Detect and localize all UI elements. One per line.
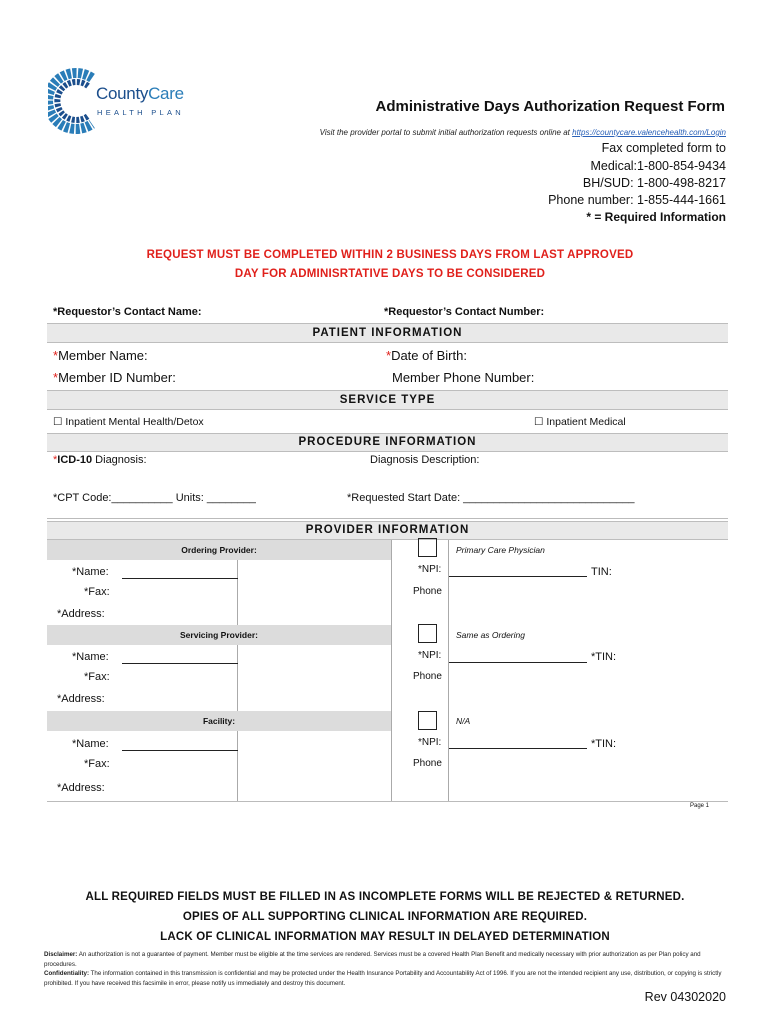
- ordering-npi-label: *NPI:: [418, 564, 442, 575]
- table-divider: [237, 540, 238, 802]
- ordering-address-label: *Address:: [57, 608, 105, 620]
- alert-line-2: DAY FOR ADMINISRTATIVE DAYS TO BE CONSIDERED: [234, 268, 546, 280]
- logo-subtitle: HEALTH PLAN: [97, 108, 185, 117]
- footer-line-3: LACK OF CLINICAL INFORMATION MAY RESULT IN DELAYED DETERMINATION: [160, 931, 610, 943]
- requestor-name-label: *Requestor’s Contact Name:: [53, 306, 202, 318]
- facility-fax-label: *Fax:: [84, 758, 110, 770]
- disclaimer: Disclaimer: An authorization is not a guarantee of payment. Member must be eligible at the time services are rendered. Services must be a covered Health Plan Benefit and medically necessary with prior authorization as per Plan policy and procedures.: [44, 951, 701, 968]
- same-as-ordering-checkbox[interactable]: [418, 624, 437, 643]
- checkbox-icon[interactable]: ☐: [53, 416, 63, 428]
- confidentiality: Confidentiality: The information contained in this transmission is confidential and may be protected under the Health Insurance Portability and Accountability Act of 1996. If you are not the intended recipient any use, distribution, or copying is strictly prohibited. If you have received this facsimile in error, please notify us immediately and destroy this document.: [44, 970, 722, 987]
- procedure-info-heading: PROCEDURE INFORMATION: [47, 433, 728, 452]
- patient-info-heading: PATIENT INFORMATION: [47, 323, 728, 343]
- option-inpatient-medical[interactable]: ☐ Inpatient Medical: [534, 416, 626, 428]
- ordering-tin-label: TIN:: [591, 566, 612, 578]
- ordering-name-label: *Name:: [72, 566, 109, 578]
- required-note: * = Required Information: [586, 210, 726, 224]
- requested-start-date-field[interactable]: *Requested Start Date: ____________________________: [347, 492, 635, 504]
- na-label: N/A: [456, 716, 471, 726]
- member-name-label[interactable]: *Member Name:: [53, 348, 148, 363]
- phone-number: Phone number: 1-855-444-1661: [548, 193, 726, 207]
- alert-line-1: REQUEST MUST BE COMPLETED WITHIN 2 BUSINESS DAYS FROM LAST APPROVED: [146, 249, 634, 261]
- facility-npi-input[interactable]: [449, 748, 587, 749]
- facility-phone-label: Phone: [413, 758, 442, 769]
- table-bottom-rule: [47, 801, 728, 802]
- servicing-name-label: *Name:: [72, 651, 109, 663]
- facility-tin-label: *TIN:: [591, 738, 617, 750]
- member-phone-label[interactable]: Member Phone Number:: [392, 370, 535, 385]
- revision-number: Rev 04302020: [644, 990, 726, 1004]
- table-divider: [391, 540, 392, 802]
- countycare-logo: [48, 68, 198, 134]
- ordering-fax-label: *Fax:: [84, 586, 110, 598]
- provider-info-heading: PROVIDER INFORMATION: [47, 521, 728, 540]
- fax-medical: Medical:1-800-854-9434: [590, 159, 726, 173]
- servicing-address-label: *Address:: [57, 693, 105, 705]
- portal-link[interactable]: https://countycare.valencehealth.com/Login: [572, 128, 726, 137]
- pcp-option-label: Primary Care Physician: [456, 545, 545, 555]
- facility-label: Facility:: [47, 711, 391, 731]
- footer-line-2: OPIES OF ALL SUPPORTING CLINICAL INFORMATION ARE REQUIRED.: [182, 911, 588, 923]
- divider: [47, 518, 728, 519]
- footer-line-1: ALL REQUIRED FIELDS MUST BE FILLED IN AS INCOMPLETE FORMS WILL BE REJECTED & RETURNED.: [85, 891, 685, 903]
- requestor-number-label: *Requestor’s Contact Number:: [384, 306, 545, 318]
- servicing-phone-label: Phone: [413, 671, 442, 682]
- dob-label[interactable]: *Date of Birth:: [386, 348, 467, 363]
- na-checkbox[interactable]: [418, 711, 437, 730]
- facility-name-input[interactable]: [122, 750, 238, 751]
- pcp-checkbox[interactable]: [418, 538, 437, 557]
- icd-diagnosis-label[interactable]: *ICD-10 Diagnosis:: [53, 454, 147, 466]
- member-id-label[interactable]: *Member ID Number:: [53, 370, 176, 385]
- facility-npi-label: *NPI:: [418, 737, 442, 748]
- same-as-ordering-label: Same as Ordering: [456, 630, 525, 640]
- ordering-phone-label: Phone: [413, 586, 442, 597]
- cpt-units-field[interactable]: *CPT Code:__________ Units: ________: [53, 492, 256, 504]
- page-number: Page 1: [690, 803, 710, 809]
- form-title: Administrative Days Authorization Request Form: [375, 98, 725, 115]
- checkbox-icon[interactable]: ☐: [534, 416, 544, 428]
- servicing-tin-label: *TIN:: [591, 651, 617, 663]
- option-mental-health[interactable]: ☐ Inpatient Mental Health/Detox: [53, 416, 204, 428]
- portal-instruction: Visit the provider portal to submit initial authorization requests online at https://countycare.valencehealth.com/Login: [319, 128, 726, 137]
- diagnosis-description-label[interactable]: Diagnosis Description:: [370, 454, 480, 466]
- servicing-npi-label: *NPI:: [418, 650, 442, 661]
- servicing-npi-input[interactable]: [449, 662, 587, 663]
- servicing-fax-label: *Fax:: [84, 671, 110, 683]
- logo-c-mark-icon: [48, 68, 98, 134]
- ordering-name-input[interactable]: [122, 578, 238, 579]
- service-type-heading: SERVICE TYPE: [47, 390, 728, 410]
- table-divider: [448, 540, 449, 802]
- fax-bhsud: BH/SUD: 1-800-498-8217: [582, 176, 726, 190]
- ordering-provider-label: Ordering Provider:: [47, 540, 391, 560]
- facility-address-label: *Address:: [57, 782, 105, 794]
- ordering-npi-input[interactable]: [449, 576, 587, 577]
- servicing-name-input[interactable]: [122, 663, 238, 664]
- facility-name-label: *Name:: [72, 738, 109, 750]
- logo-wordmark: CountyCare: [96, 84, 184, 103]
- servicing-provider-label: Servicing Provider:: [47, 625, 391, 645]
- fax-instruction: Fax completed form to: [601, 141, 726, 155]
